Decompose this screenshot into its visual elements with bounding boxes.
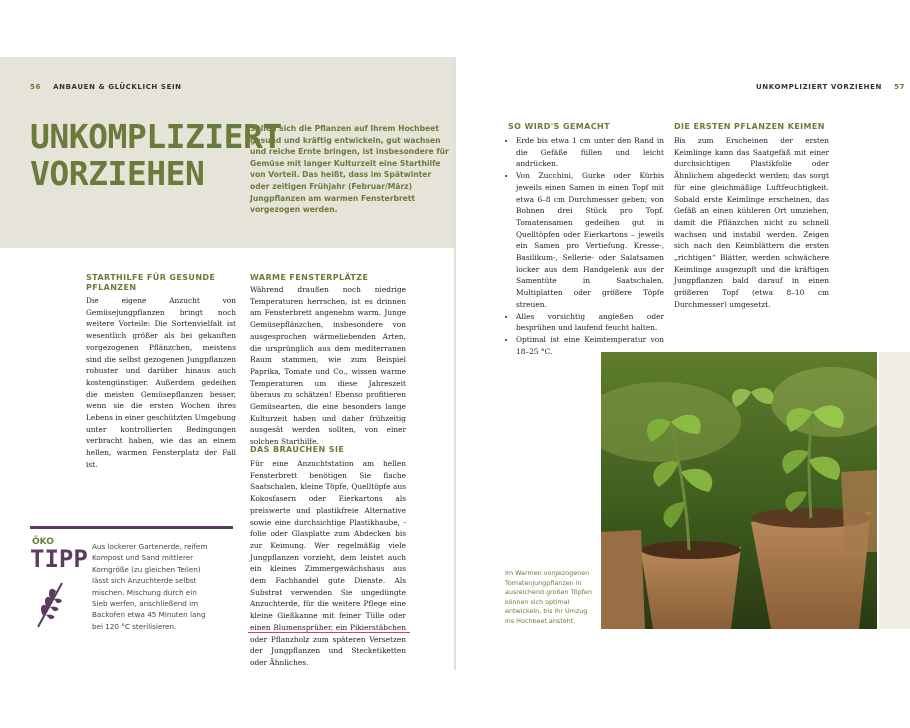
running-head-text-right: UNKOMPLIZIERT VORZIEHEN	[756, 83, 882, 91]
page-number-left: 56	[30, 83, 41, 91]
intro-text: Sollen sich die Pflanzen auf Ihrem Hochbeet gesund und kräftig entwickeln, gut wachsen und reiche Ernte bringen, ist insbesondere für Gemüse mit langer Kulturzeit eine Starthilfe von Vorteil. Das heißt, dass im Spätwinter oder zeitigen Frühjahr (Februar/März) Jungpflanzen am warmen Fensterbrett vorgezogen werden.	[250, 124, 449, 215]
body-erste: Bis zum Erscheinen der ersten Keimlinge kann das Saatgefäß mit einer durchsichtigen Plastikfolie oder Ähnlichem abgedeckt werden; das sorgt für eine gleichmäßige Luftfeuchtigkeit. Sobald erste Keimlinge erscheinen, das Gefäß an einen kühleren Ort umziehen, damit die Pflänzchen nicht zu schnell wachsen und instabil werden. Zeigen sich nach den Keimblättern die ersten „richtigen“ Blätter, werden schwächere Keimlinge ausgezupft und die kräftigen Jungpflanzen bald darauf in einen größeren Topf (etwa 8–10 cm Durchmesser) umgesetzt.	[674, 136, 829, 309]
body-starthilfe: Die eigene Anzucht von Gemüsejungpflanzen bringt noch weitere Vorteile: Die Sortenvielfalt ist wesentlich größer als bei gekauften vorgezogenen Pflänzchen, meistens sind die selbst gezogenen Jungpflanzen robuster und darüber hinaus auch kostengünstiger. Außerdem gedeihen die meisten Gemüsepflanzen besser, wenn sie die ersten Wochen ihres Lebens in einer geschützten Umgebung unter kontrollierten Bedingungen verbracht haben, wie das an einem hellen, warmen Fensterplatz der Fall ist.	[86, 296, 236, 469]
running-head-text-left: ANBAUEN & GLÜCKLICH SEIN	[53, 83, 182, 91]
page-title	[30, 117, 282, 193]
seedlings-photo	[601, 352, 877, 629]
heading-starthilfe: STARTHILFE FÜR GESUNDE PFLANZEN	[86, 273, 216, 292]
step-item-1: • Erde bis etwa 1 cm unter den Rand in die Gefäße füllen und leicht andrücken.	[516, 135, 664, 170]
heading-erste: DIE ERSTEN PFLANZEN KEIMEN	[674, 122, 825, 131]
right-page	[456, 57, 910, 670]
body-brauchen: Für eine Anzuchtstation am hellen Fensterbrett benötigen Sie flache Saatschalen, kleine Töpfe, Quelltöpfe aus Kokosfasern oder Eierkartons als preiswerte und plastikfreie Alternative sowie eine durchsichtige Plastikhaube, -folie oder Glasplatte zum Abdecken bis zur Keimung. Wer regelmäßig viele Jungpflanzen vorzieht, dem leistet auch ein kleines Zimmergewächshaus aus dem Fachhandel gute Dienste. Als Substrat verwenden Sie ungedüngte Anzuchterde, für die weitere Pflege eine kleine Gießkanne mit feiner Tülle oder einen Blumensprüher, ein Pikierstäbchen oder Pflanzholz zum späteren Versetzen der Jungpflanzen und Stecketiketten oder Ähnliches.	[250, 459, 406, 667]
tip-text: Aus lockerer Gartenerde, reifem Kompost und Sand mittlerer Korngröße (zu gleichen Teilen) lässt sich Anzuchterde selbst mischen. Mischung durch ein Sieb werfen, anschließend im Backofen etwa 45 Minuten lang bei 120 °C sterilisieren.	[92, 542, 208, 631]
left-page	[0, 57, 454, 670]
photo-caption: Im Warmen vorgezogenen Tomatenjungpflanzen in ausreichend großen Töpfen können sich optimal entwickeln, bis ihr Umzug ins Hochbeet ansteht.	[505, 569, 592, 625]
photo-edge-strip	[879, 352, 910, 629]
step-item-3: • Alles vorsichtig angießen oder besprühen und laufend feucht halten.	[516, 311, 664, 334]
title-line-2: VORZIEHEN	[30, 154, 205, 193]
step-item-4: • Optimal ist eine Keimtemperatur von 18–25 °C.	[516, 334, 664, 357]
tip-label-small: ÖKO	[32, 537, 54, 547]
title-line-1: UNKOMPLIZIERT	[30, 117, 282, 156]
page-number-right: 57	[894, 83, 906, 91]
running-head-left	[30, 83, 182, 91]
heading-warme: WARME FENSTERPLÄTZE	[250, 273, 369, 282]
tip-divider	[30, 526, 233, 529]
steps-list	[508, 135, 664, 357]
body-warme: Während draußen noch niedrige Temperaturen herrschen, ist es drinnen am Fensterbrett angenehm warm. Junge Gemüsepflänzchen, insbesondere von ausgesprochen wärmeliebenden Arten, die ursprünglich aus dem mediterranen Raum stammen, wie zum Beispiel Paprika, Tomate und Co., wissen warme Temperaturen um diese Jahreszeit überaus zu schätzen! Ebenso profitieren Gemüsearten, die eine besonders lange Kulturzeit haben und daher frühzeitig ausgesät werden sollten, von einer solchen Starthilfe.	[250, 285, 406, 447]
heading-so-wirds: SO WIRD'S GEMACHT	[508, 122, 610, 131]
leaf-icon	[34, 579, 68, 629]
tip-label: TIPP	[30, 545, 88, 573]
highlight-underline	[248, 632, 410, 633]
running-head-right	[756, 83, 905, 91]
heading-brauchen: DAS BRAUCHEN SIE	[250, 445, 345, 454]
step-item-2: • Von Zucchini, Gurke oder Kürbis jeweils einen Samen in einen Topf mit etwa 6–8 cm Durchmesser geben; von Bohnen drei Stück pro Topf. Tomatensamen gedeihen gut in Quelltöpfen oder Eierkartons – jeweils ein Samen pro Vertiefung. Kresse-, Basilikum-, Sellerie- oder Salatsamen locker aus dem Handgelenk aus der Samentüte in Saatschalen, Multiplatten oder größere Töpfe streuen.	[516, 170, 664, 310]
